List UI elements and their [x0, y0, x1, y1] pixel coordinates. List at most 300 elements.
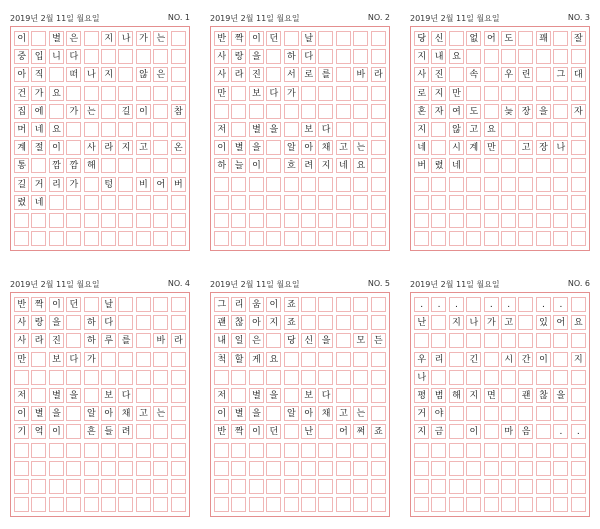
glyph: 이 — [269, 300, 279, 310]
grid-cell — [371, 177, 386, 192]
grid-cell — [414, 195, 429, 210]
glyph: 가 — [34, 88, 44, 99]
glyph: 아 — [252, 318, 261, 329]
grid-cell — [501, 497, 516, 512]
grid-cell — [118, 213, 133, 228]
grid-cell — [284, 497, 299, 512]
glyph: 하 — [217, 161, 227, 172]
grid-cell — [484, 352, 499, 367]
grid-cell — [284, 388, 299, 403]
grid-cell — [536, 177, 551, 192]
grid-cell — [49, 461, 64, 476]
glyph: 하 — [286, 52, 296, 63]
glyph: . — [542, 300, 545, 310]
glyph: 하 — [86, 318, 96, 329]
manuscript-sheet-4 — [10, 278, 190, 528]
grid-row — [413, 388, 587, 405]
grid-cell — [414, 231, 429, 246]
grid-cell — [136, 158, 151, 173]
grid-cell — [553, 122, 568, 137]
grid-cell — [518, 333, 533, 348]
glyph: 아 — [104, 409, 114, 420]
grid-cell — [449, 352, 464, 367]
glyph: 이 — [539, 354, 548, 365]
grid-cell — [353, 297, 368, 312]
grid-cell — [553, 104, 568, 119]
grid-cell — [449, 67, 464, 82]
grid-cell — [266, 67, 281, 82]
grid-cell — [353, 195, 368, 210]
grid-paper — [210, 26, 390, 251]
grid-cell — [449, 213, 464, 228]
grid-cell — [171, 461, 186, 476]
grid-cell — [318, 461, 333, 476]
grid-cell — [501, 122, 516, 137]
glyph: 기 — [17, 427, 27, 438]
grid-row — [13, 49, 187, 66]
grid-row — [213, 370, 387, 387]
manuscript-sheet-2 — [210, 12, 390, 262]
grid-cell — [153, 122, 168, 137]
grid-cell — [449, 424, 464, 439]
glyph: 별 — [34, 409, 44, 420]
grid-cell — [571, 195, 586, 210]
grid-cell — [484, 195, 499, 210]
grid-cell — [84, 297, 99, 312]
grid-cell — [484, 333, 499, 348]
grid-cell — [501, 370, 516, 385]
grid-cell — [536, 67, 551, 82]
grid-cell — [171, 370, 186, 385]
glyph: 찮 — [234, 318, 244, 329]
glyph: 여 — [452, 106, 461, 117]
grid-row — [213, 352, 387, 369]
grid-cell — [136, 352, 151, 367]
glyph: 괜 — [521, 391, 531, 401]
grid-cell — [501, 479, 516, 494]
grid-cell — [431, 140, 446, 155]
grid-cell — [466, 497, 481, 512]
grid-cell — [153, 49, 168, 64]
glyph: 진 — [52, 336, 61, 347]
glyph: 지 — [121, 143, 131, 154]
grid-cell — [301, 297, 316, 312]
grid-cell — [553, 443, 568, 458]
grid-cell — [318, 443, 333, 458]
grid-paper — [410, 292, 590, 517]
glyph: 깜 — [69, 161, 79, 172]
grid-row — [213, 333, 387, 350]
glyph: 진 — [252, 70, 261, 81]
grid-cell — [136, 49, 151, 64]
sheet-date: 2019년 2월 11일 월요일 — [210, 14, 300, 23]
grid-cell — [101, 158, 116, 173]
glyph: 금 — [434, 427, 444, 438]
grid-cell — [66, 497, 81, 512]
grid-cell — [536, 461, 551, 476]
glyph: 가 — [69, 179, 79, 190]
grid-cell — [231, 370, 246, 385]
glyph: 나 — [556, 143, 566, 154]
glyph: 억 — [34, 427, 44, 438]
glyph: 을 — [69, 391, 79, 401]
grid-paper — [410, 26, 590, 251]
grid-cell — [484, 231, 499, 246]
grid-cell — [431, 213, 446, 228]
glyph: 떠 — [69, 70, 79, 81]
grid-cell — [501, 177, 516, 192]
grid-cell — [536, 49, 551, 64]
grid-row — [213, 406, 387, 423]
glyph: 만 — [452, 88, 461, 99]
glyph: 는 — [156, 409, 166, 420]
glyph: 평 — [417, 391, 427, 401]
grid-cell — [249, 195, 264, 210]
grid-row — [413, 352, 587, 369]
grid-cell — [266, 177, 281, 192]
manuscript-sheet-6 — [410, 278, 590, 528]
grid-cell — [501, 406, 516, 421]
grid-cell — [336, 388, 351, 403]
grid-cell — [553, 177, 568, 192]
grid-cell — [49, 370, 64, 385]
glyph: 랑 — [34, 318, 44, 329]
grid-cell — [266, 231, 281, 246]
glyph: 긴 — [469, 354, 479, 365]
glyph: 사 — [417, 70, 427, 81]
grid-cell — [136, 333, 151, 348]
grid-cell — [153, 315, 168, 330]
grid-cell — [284, 370, 299, 385]
grid-cell — [171, 231, 186, 246]
sheet-number: NO. 1 — [167, 13, 190, 22]
grid-cell — [518, 479, 533, 494]
glyph: . — [559, 427, 563, 438]
grid-cell — [449, 195, 464, 210]
grid-cell — [449, 333, 464, 348]
glyph: 을 — [269, 125, 279, 135]
grid-cell — [31, 443, 46, 458]
glyph: 아 — [304, 143, 314, 154]
grid-cell — [571, 177, 586, 192]
grid-cell — [284, 122, 299, 137]
grid-cell — [84, 479, 99, 494]
grid-row — [213, 104, 387, 121]
sheet-number: NO. 3 — [567, 13, 590, 22]
grid-cell — [49, 213, 64, 228]
glyph: 길 — [17, 179, 27, 190]
glyph: 을 — [556, 391, 566, 401]
grid-row — [413, 122, 587, 139]
grid-cell — [101, 479, 116, 494]
grid-row — [413, 195, 587, 212]
grid-row — [213, 195, 387, 212]
grid-cell — [431, 479, 446, 494]
grid-row — [13, 461, 187, 478]
glyph: 척 — [217, 354, 227, 365]
glyph: . — [559, 300, 563, 310]
manuscript-sheet-3 — [410, 12, 590, 262]
grid-cell — [171, 479, 186, 494]
glyph: 요 — [52, 88, 61, 99]
grid-cell — [118, 297, 133, 312]
grid-cell — [266, 497, 281, 512]
grid-row — [213, 497, 387, 514]
grid-cell — [318, 49, 333, 64]
grid-cell — [31, 461, 46, 476]
sheet-header — [210, 278, 390, 292]
glyph: 을 — [321, 336, 331, 347]
grid-cell — [214, 177, 229, 192]
sheet-date: 2019년 2월 11일 월요일 — [210, 280, 300, 289]
glyph: 가 — [486, 318, 496, 329]
glyph: 는 — [86, 106, 96, 117]
grid-cell — [371, 352, 386, 367]
glyph: 아 — [17, 70, 27, 81]
grid-cell — [449, 461, 464, 476]
glyph: 자 — [573, 106, 583, 117]
glyph: 지 — [417, 125, 427, 135]
grid-cell — [371, 195, 386, 210]
grid-row — [213, 158, 387, 175]
grid-cell — [231, 122, 246, 137]
grid-cell — [571, 333, 586, 348]
grid-cell — [553, 479, 568, 494]
grid-cell — [266, 333, 281, 348]
glyph: 보 — [252, 88, 261, 99]
glyph: 나 — [469, 318, 479, 329]
grid-cell — [153, 370, 168, 385]
grid-cell — [153, 479, 168, 494]
glyph: 랑 — [234, 52, 244, 63]
grid-cell — [214, 213, 229, 228]
grid-cell — [284, 352, 299, 367]
grid-cell — [66, 443, 81, 458]
grid-cell — [171, 86, 186, 101]
glyph: 고 — [521, 143, 531, 154]
grid-cell — [414, 213, 429, 228]
grid-cell — [101, 86, 116, 101]
grid-cell — [553, 406, 568, 421]
grid-cell — [353, 497, 368, 512]
grid-cell — [536, 479, 551, 494]
grid-row — [13, 31, 187, 48]
grid-row — [413, 231, 587, 248]
grid-cell — [153, 352, 168, 367]
grid-cell — [536, 424, 551, 439]
glyph: 다 — [69, 52, 79, 63]
grid-cell — [414, 479, 429, 494]
glyph: 신 — [304, 336, 314, 347]
glyph: 시 — [504, 354, 514, 365]
glyph: 사 — [17, 336, 27, 347]
grid-row — [413, 158, 587, 175]
grid-cell — [449, 497, 464, 512]
glyph: 만 — [486, 143, 496, 154]
glyph: 거 — [34, 179, 44, 190]
grid-cell — [518, 49, 533, 64]
grid-row — [413, 333, 587, 350]
glyph: 죠 — [286, 300, 296, 310]
glyph: 죠 — [286, 318, 296, 329]
glyph: 을 — [539, 106, 548, 117]
grid-cell — [336, 177, 351, 192]
glyph: . — [507, 300, 511, 310]
glyph: 어 — [156, 179, 166, 190]
glyph: 네 — [34, 197, 44, 208]
grid-cell — [84, 195, 99, 210]
grid-cell — [353, 49, 368, 64]
grid-cell — [553, 352, 568, 367]
grid-cell — [536, 122, 551, 137]
grid-cell — [336, 461, 351, 476]
glyph: 음 — [521, 427, 531, 438]
grid-cell — [266, 213, 281, 228]
grid-cell — [101, 213, 116, 228]
glyph: 당 — [286, 336, 296, 347]
grid-cell — [336, 297, 351, 312]
grid-row — [13, 497, 187, 514]
grid-cell — [449, 177, 464, 192]
grid-cell — [249, 104, 264, 119]
glyph: 이 — [52, 143, 61, 154]
grid-row — [213, 140, 387, 157]
grid-row — [13, 388, 187, 405]
grid-cell — [353, 86, 368, 101]
grid-cell — [266, 461, 281, 476]
grid-row — [13, 479, 187, 496]
glyph: 계 — [17, 143, 27, 154]
glyph: 길 — [121, 106, 131, 117]
grid-cell — [501, 49, 516, 64]
grid-cell — [431, 315, 446, 330]
grid-cell — [171, 315, 186, 330]
grid-row — [13, 67, 187, 84]
grid-paper — [10, 292, 190, 517]
grid-cell — [336, 497, 351, 512]
glyph: 집 — [17, 106, 27, 117]
glyph: 간 — [521, 354, 531, 365]
grid-cell — [66, 479, 81, 494]
glyph: 나 — [121, 34, 131, 44]
grid-cell — [49, 67, 64, 82]
grid-cell — [353, 213, 368, 228]
grid-cell — [171, 158, 186, 173]
glyph: 게 — [252, 354, 261, 365]
grid-cell — [14, 231, 29, 246]
grid-cell — [231, 177, 246, 192]
glyph: 이 — [52, 427, 61, 438]
grid-cell — [101, 195, 116, 210]
glyph: 고 — [504, 318, 514, 329]
grid-cell — [353, 370, 368, 385]
glyph: 다 — [69, 354, 79, 365]
grid-cell — [484, 424, 499, 439]
grid-cell — [518, 177, 533, 192]
grid-cell — [214, 195, 229, 210]
grid-cell — [84, 177, 99, 192]
glyph: 네 — [417, 143, 427, 154]
glyph: 로 — [304, 70, 314, 81]
grid-cell — [371, 406, 386, 421]
grid-cell — [318, 104, 333, 119]
grid-cell — [518, 297, 533, 312]
glyph: 요 — [269, 354, 279, 365]
grid-cell — [336, 231, 351, 246]
grid-cell — [31, 213, 46, 228]
glyph: . — [437, 300, 441, 310]
glyph: 지 — [452, 318, 461, 329]
grid-cell — [171, 49, 186, 64]
grid-cell — [171, 31, 186, 46]
grid-cell — [553, 333, 568, 348]
grid-cell — [484, 67, 499, 82]
grid-row — [213, 67, 387, 84]
grid-cell — [231, 497, 246, 512]
glyph: 지 — [321, 161, 331, 172]
grid-cell — [431, 231, 446, 246]
grid-cell — [284, 461, 299, 476]
grid-cell — [466, 49, 481, 64]
grid-cell — [153, 104, 168, 119]
grid-cell — [31, 158, 46, 173]
grid-cell — [501, 388, 516, 403]
grid-cell — [371, 104, 386, 119]
sheet-date: 2019년 2월 11일 월요일 — [410, 280, 500, 289]
grid-cell — [118, 122, 133, 137]
grid-row — [213, 49, 387, 66]
glyph: 반 — [217, 34, 227, 44]
grid-row — [213, 177, 387, 194]
grid-cell — [371, 49, 386, 64]
glyph: 린 — [521, 70, 531, 81]
glyph: 이 — [17, 34, 27, 44]
grid-row — [13, 370, 187, 387]
grid-cell — [353, 352, 368, 367]
grid-cell — [101, 370, 116, 385]
grid-cell — [284, 213, 299, 228]
grid-cell — [66, 195, 81, 210]
glyph: 반 — [217, 427, 227, 438]
grid-cell — [466, 479, 481, 494]
glyph: 채 — [321, 409, 331, 420]
grid-cell — [371, 443, 386, 458]
glyph: 날 — [104, 300, 114, 310]
glyph: 꽤 — [539, 34, 548, 44]
glyph: 사 — [217, 52, 227, 63]
grid-cell — [571, 213, 586, 228]
grid-cell — [266, 406, 281, 421]
grid-cell — [353, 122, 368, 137]
grid-cell — [336, 213, 351, 228]
grid-cell — [101, 443, 116, 458]
glyph: 저 — [17, 391, 27, 401]
glyph: 요 — [573, 318, 583, 329]
grid-cell — [501, 195, 516, 210]
grid-cell — [84, 370, 99, 385]
grid-cell — [431, 122, 446, 137]
glyph: 중 — [17, 52, 27, 63]
glyph: 참 — [173, 106, 183, 117]
grid-cell — [353, 315, 368, 330]
grid-cell — [136, 315, 151, 330]
glyph: 다 — [321, 391, 331, 401]
grid-paper — [210, 292, 390, 517]
glyph: 지 — [417, 52, 427, 63]
glyph: 당 — [417, 34, 427, 44]
grid-cell — [571, 497, 586, 512]
glyph: 별 — [252, 125, 261, 135]
